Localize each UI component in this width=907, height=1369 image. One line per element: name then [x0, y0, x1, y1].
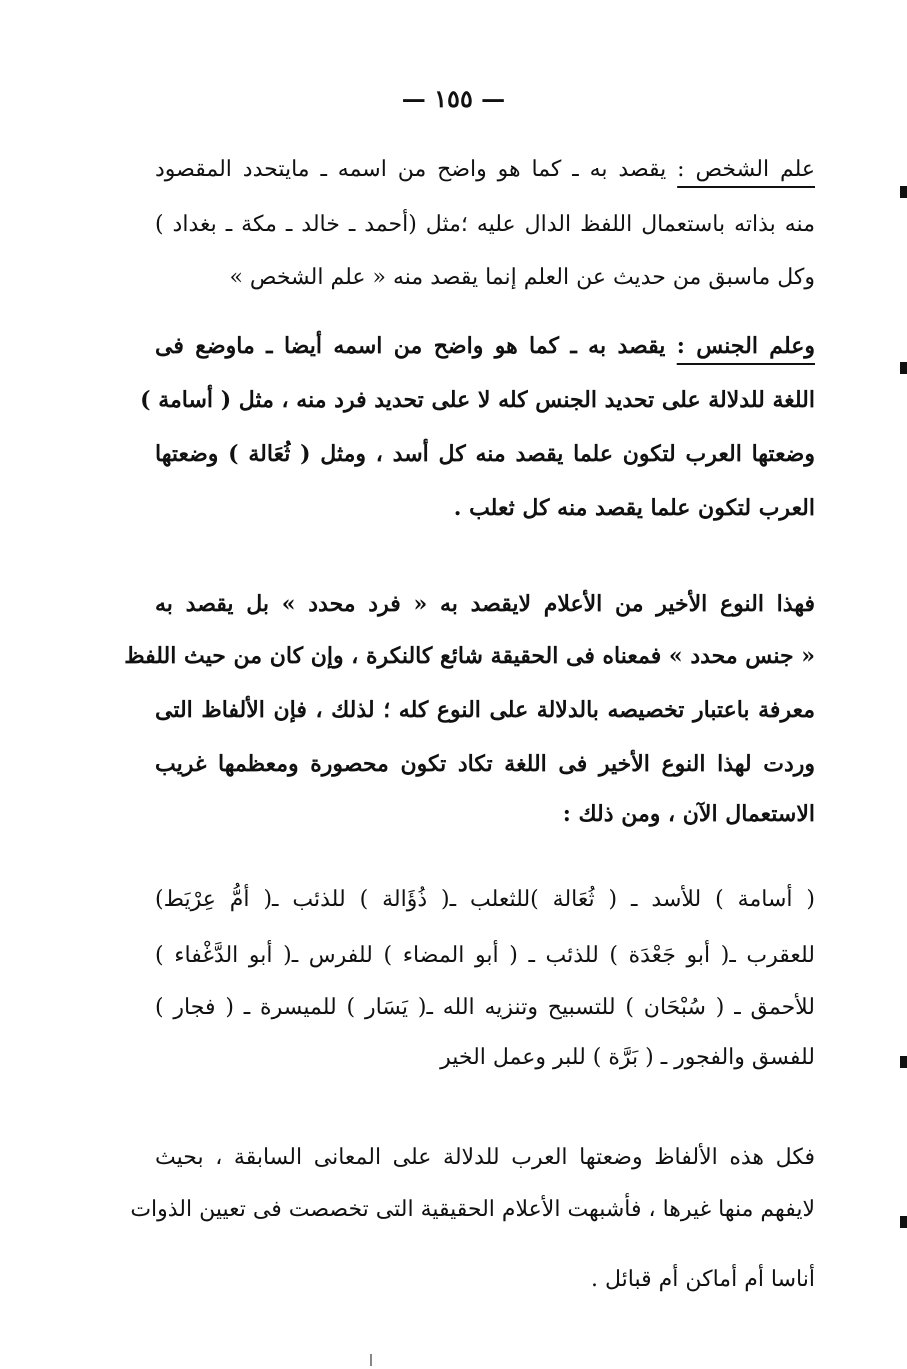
paragraph-3-line-4: وردت لهذا النوع الأخير فى اللغة تكاد تكون محصورة ومعظمها غريب — [155, 751, 815, 777]
paragraph-2-line-2: اللغة للدلالة على تحديد الجنس كله لا على تحديد فرد منه ، مثل ( أسامة ) — [140, 387, 815, 413]
paragraph-5-line-1: فكل هذه الألفاظ وضعتها العرب للدلالة على المعانى السابقة ، بحيث — [155, 1145, 815, 1170]
margin-mark — [900, 362, 907, 374]
paragraph-1-line-3: وكل ماسبق من حديث عن العلم إنما يقصد منه « علم الشخص » — [229, 265, 815, 290]
line-text: يقصد به ـ كما هو واضح من اسمه أيضا ـ ماوضع فى — [155, 333, 677, 359]
page-number: — ١٥٥ — — [401, 84, 506, 113]
paragraph-4-line-4: للفسق والفجور ـ ( بَرَّة ) للبر وعمل الخير — [440, 1045, 815, 1070]
paragraph-3-line-5: الاستعمال الآن ، ومن ذلك : — [562, 801, 815, 827]
paragraph-4-line-2: للعقرب ـ( أبو جَعْدَة ) للذئب ـ ( أبو المضاء ) للفرس ـ( أبو الدَّغْفاء ) — [155, 943, 815, 968]
paragraph-3-line-1: فهذا النوع الأخير من الأعلام لايقصد به « فرد محدد » بل يقصد به — [155, 591, 815, 617]
paragraph-5-line-3: أناسا أم أماكن أم قبائل . — [591, 1267, 815, 1292]
line-text: يقصد به ـ كما هو واضح من اسمه ـ مايتحدد المقصود — [155, 157, 678, 182]
paragraph-3-line-2: « جنس محدد » فمعناه فى الحقيقة شائع كالنكرة ، وإن كان من حيث اللفظ — [124, 643, 815, 669]
scan-speck — [370, 1354, 372, 1366]
margin-mark — [900, 1056, 907, 1068]
paragraph-2-line-4: العرب لتكون علما يقصد منه كل ثعلب . — [453, 495, 815, 521]
term-personal-name: علم الشخص : — [677, 157, 815, 182]
margin-mark — [900, 186, 907, 198]
paragraph-1-line-1 — [155, 152, 815, 188]
paragraph-3-line-3: معرفة باعتبار تخصيصه بالدلالة على النوع كله ؛ لذلك ، فإن الألفاظ التى — [155, 697, 815, 723]
paragraph-2-line-3: وضعتها العرب لتكون علما يقصد منه كل أسد ، ومثل ( ثُعَالة ) وضعتها — [155, 441, 815, 467]
paragraph-1-line-2: منه بذاته باستعمال اللفظ الدال عليه ؛مثل (أحمد ـ خالد ـ مكة ـ بغداد ) — [155, 212, 815, 237]
paragraph-2-line-1 — [155, 328, 815, 364]
paragraph-4-line-3: للأحمق ـ ( سُبْحَان ) للتسبيح وتنزيه الله ـ( يَسَار ) للميسرة ـ ( فجار ) — [155, 995, 815, 1020]
paragraph-5-line-2: لايفهم منها غيرها ، فأشبهت الأعلام الحقيقية التى تخصصت فى تعيين الذوات — [130, 1197, 815, 1222]
margin-mark — [900, 1216, 907, 1228]
term-generic-name: وعلم الجنس : — [676, 333, 815, 359]
paragraph-4-line-1: ( أسامة ) للأسد ـ ( ثُعَالة )للثعلب ـ( ذُؤَالة ) للذئب ـ( أمُّ عِرْيَط) — [155, 887, 815, 912]
